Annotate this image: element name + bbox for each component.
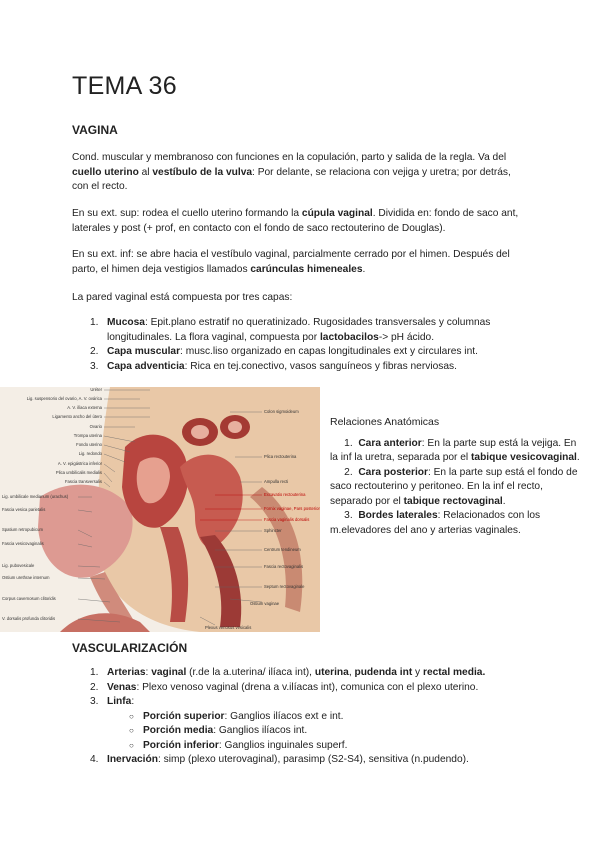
figure-label: Excavatio rectouterina xyxy=(264,492,306,497)
figure-label: Corpus cavernosum clitoridis xyxy=(2,596,56,601)
figure-label: Ostium urethrae internum xyxy=(2,575,50,580)
bullet-icon: ○ xyxy=(129,726,134,735)
figure-label: Fascia vesica parietalis xyxy=(2,507,46,512)
figure-label: Lig. umbilicale medianum (urachus) xyxy=(2,494,69,499)
list-item: ○ Porción superior: Ganglios ilíacos ext e int. xyxy=(127,710,530,725)
figure-label: Fascia vaginalis dorsalis xyxy=(264,517,310,522)
layers-list xyxy=(90,316,520,374)
figure-label: A. V. ilíaca externa xyxy=(67,405,102,410)
page-title: TEMA 36 xyxy=(72,72,177,100)
section-heading-vascularization: VASCULARIZACIÓN xyxy=(72,641,188,655)
figure-label: Ovario xyxy=(89,424,102,429)
figure-label: Plica rectouterina xyxy=(264,454,297,459)
figure-label: Plexus venosus vesicalis xyxy=(205,625,252,630)
list-item: 4. Inervación: simp (plexo uterovaginal), parasimp (S2-S4), sensitiva (n.pudendo). xyxy=(90,754,469,765)
list-item: 3. Linfa: ○ Porción superior: Ganglios ilíacos ext e int. ○ Porción media: Ganglios ilíacos int. ○ Porción inferior: Ganglios inguinales superf. xyxy=(90,695,530,753)
figure-label: Fascia vesicovaginalis xyxy=(2,541,44,546)
figure-label: Plica umbilicalis medialis xyxy=(55,470,102,475)
paragraph-definition: Cond. muscular y membranoso con funciones en la copulación, parto y salida de la regla. Va del cuello uterino al vestíbulo de la vulva: Por delante, se relaciona con vejiga y uretra; por detrás, con el recto. xyxy=(72,152,511,192)
figure-label: V. dorsalis profunda clitoridis xyxy=(2,616,56,621)
relations-heading: Relaciones Anatómicas xyxy=(330,416,440,428)
bullet-icon: ○ xyxy=(129,740,134,750)
paragraph-upper-end: En su ext. sup: rodea el cuello uterino formando la cúpula vaginal. Dividida en: fondo de saco ant, laterales y post (+ prof, en contacto con el fondo de saco rectouterino de Douglas). xyxy=(72,208,519,234)
figure-label: Colon sigmoideum xyxy=(264,409,299,414)
pelvis-sagittal-section xyxy=(0,387,320,632)
figure-label: Ligamento ancho del útero xyxy=(52,414,102,419)
figure-label: Ostium vaginae xyxy=(250,601,280,606)
figure-label: Trompa uterina xyxy=(73,433,102,438)
figure-label: Ampulla recti xyxy=(264,479,289,484)
figure-label: Fascia transversalis xyxy=(64,479,102,484)
figure-label: Lig. pubovesicale xyxy=(2,563,35,568)
list-item: 3. Bordes laterales: Relacionados con los m.elevadores del ano y arterias vaginales. xyxy=(330,510,541,536)
list-item: 3. Capa adventicia: Rica en tej.conectivo, vasos sanguíneos y fibras nerviosas. xyxy=(90,360,457,372)
section-heading-vagina: VAGINA xyxy=(72,123,118,137)
figure-label: A. V. epigástrica inferior xyxy=(57,461,102,466)
list-item: ○ Porción inferior: Ganglios inguinales superf. xyxy=(127,739,530,754)
list-item: 1. Arterias: vaginal (r.de la a.uterina/ ilíaca int), uterina, pudenda int y rectal media. xyxy=(90,667,486,678)
bullet-icon: ○ xyxy=(129,711,134,721)
figure-label: Uréter xyxy=(90,387,102,392)
paragraph-wall-layers: La pared vaginal está compuesta por tres capas: xyxy=(72,292,293,303)
list-item: 1. Cara anterior: En la parte sup está la vejiga. En la inf la uretra, separada por el tabique vesicovaginal. xyxy=(330,437,580,463)
figure-label: Lig. redondo xyxy=(78,451,102,456)
figure-label: Fascia rectovaginalis xyxy=(264,564,304,569)
list-item: 2. Cara posterior: En la parte sup está el fondo de saco rectouterino y peritoneo. En la inf el recto, separado por el tabique rectovaginal. xyxy=(330,466,578,507)
figure-label: Fornix vaginae, Pars posterior xyxy=(264,506,320,511)
figure-label: Septum rectovaginale xyxy=(264,584,305,589)
figure-label: Fondo uterino xyxy=(76,442,102,447)
figure-label: Sphincter xyxy=(264,528,282,533)
vascularization-list xyxy=(90,666,530,768)
list-item: 2. Venas: Plexo venoso vaginal (drena a v.ilíacas int), comunica con el plexo uterino. xyxy=(90,681,479,693)
anatomical-illustration xyxy=(0,387,320,632)
figure-label: Centrum tendineum xyxy=(264,547,301,552)
paragraph-lower-end: En su ext. inf: se abre hacia el vestíbulo vaginal, parcialmente cerrado por el himen. Después del parto, el himen deja vestigios llamados carúnculas himeneales. xyxy=(72,249,510,275)
lymph-sublist xyxy=(107,710,530,754)
figure-label: Lig. suspensorio del ovario, A. V. ovárica xyxy=(26,396,102,401)
figure-label: Spatium retropubicum xyxy=(2,527,43,532)
anatomical-relations xyxy=(330,415,580,538)
list-item: ○ Porción media: Ganglios ilíacos int. xyxy=(127,724,530,739)
list-item: 2. Capa muscular: musc.liso organizado en capas longitudinales ext y circulares int. xyxy=(90,346,478,357)
list-item: 1. Mucosa: Epit.plano estratif no queratinizado. Rugosidades transversales y columnas longitudinales. La flora vaginal, compuesta por lactobacilos-> pH ácido. xyxy=(90,317,491,343)
